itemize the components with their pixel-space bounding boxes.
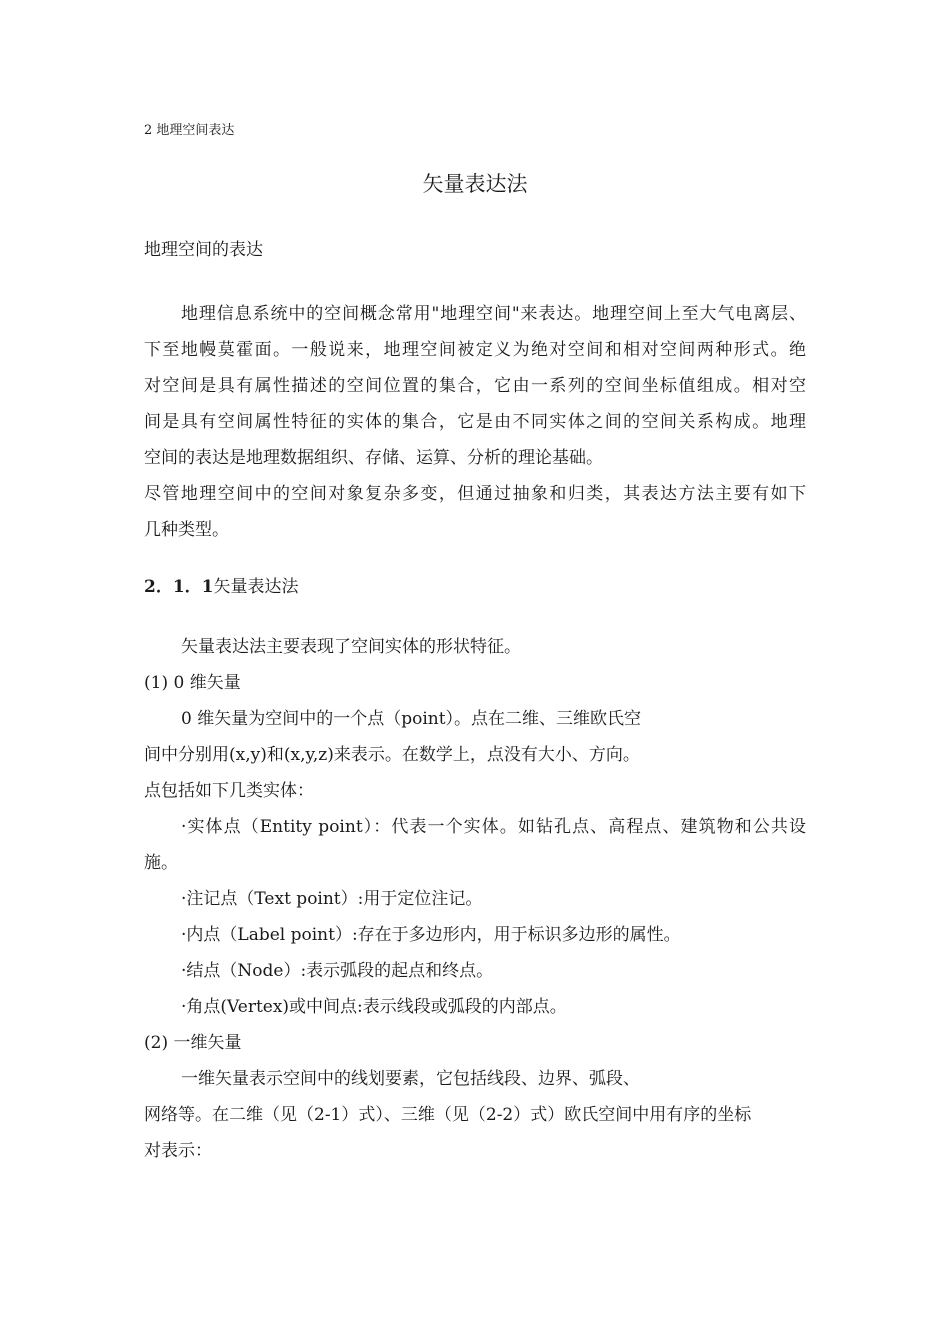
item2-line: 一维矢量表示空间中的线划要素，它包括线段、边界、弧段、 xyxy=(181,1069,640,1089)
point-type-item: 施。 xyxy=(144,853,178,873)
item2-line: 对表示： xyxy=(144,1141,212,1161)
page-title: 矢量表达法 xyxy=(422,172,528,196)
point-type-item: ·角点(Vertex)或中间点:表示线段或弧段的内部点。 xyxy=(181,997,567,1017)
intro-line: 间是具有空间属性特征的实体的集合，它是由不同实体之间的空间关系构成。地理 xyxy=(144,412,806,432)
section-number: 2．1．1 xyxy=(144,577,214,597)
intro-line: 几种类型。 xyxy=(144,520,229,540)
subheading: 地理空间的表达 xyxy=(144,240,263,260)
section-lead: 矢量表达法主要表现了空间实体的形状特征。 xyxy=(181,637,521,657)
point-type-item: ·内点（Label point）:存在于多边形内，用于标识多边形的属性。 xyxy=(181,925,681,945)
item1-line: 0 维矢量为空间中的一个点（point）。点在二维、三维欧氏空 xyxy=(181,709,642,729)
item1-line: 点包括如下几类实体： xyxy=(144,781,314,801)
point-type-item: ·注记点（Text point）:用于定位注记。 xyxy=(181,889,483,909)
item1-heading: (1) 0 维矢量 xyxy=(144,673,241,693)
intro-line: 尽管地理空间中的空间对象复杂多变，但通过抽象和归类，其表达方法主要有如下 xyxy=(144,484,806,504)
intro-line: 对空间是具有属性描述的空间位置的集合，它由一系列的空间坐标值组成。相对空 xyxy=(144,376,806,396)
item2-line: 网络等。在二维（见（2-1）式）、三维（见（2-2）式）欧氏空间中用有序的坐标 xyxy=(144,1105,752,1125)
point-type-item: ·实体点（Entity point）：代表一个实体。如钻孔点、高程点、建筑物和公共设 xyxy=(181,817,806,837)
intro-line: 下至地幔莫霍面。一般说来，地理空间被定义为绝对空间和相对空间两种形式。绝 xyxy=(144,340,806,360)
point-type-item: ·结点（Node）:表示弧段的起点和终点。 xyxy=(181,961,494,981)
intro-line: 空间的表达是地理数据组织、存储、运算、分析的理论基础。 xyxy=(144,448,603,468)
section-title: 矢量表达法 xyxy=(213,577,299,597)
section-heading xyxy=(144,577,299,597)
item1-line: 间中分别用(x,y)和(x,y,z)来表示。在数学上，点没有大小、方向。 xyxy=(144,745,640,765)
section-header-label: 2 地理空间表达 xyxy=(144,123,235,138)
item2-heading: (2) 一维矢量 xyxy=(144,1033,242,1053)
intro-line: 地理信息系统中的空间概念常用"地理空间"来表达。地理空间上至大气电离层、 xyxy=(181,304,806,324)
